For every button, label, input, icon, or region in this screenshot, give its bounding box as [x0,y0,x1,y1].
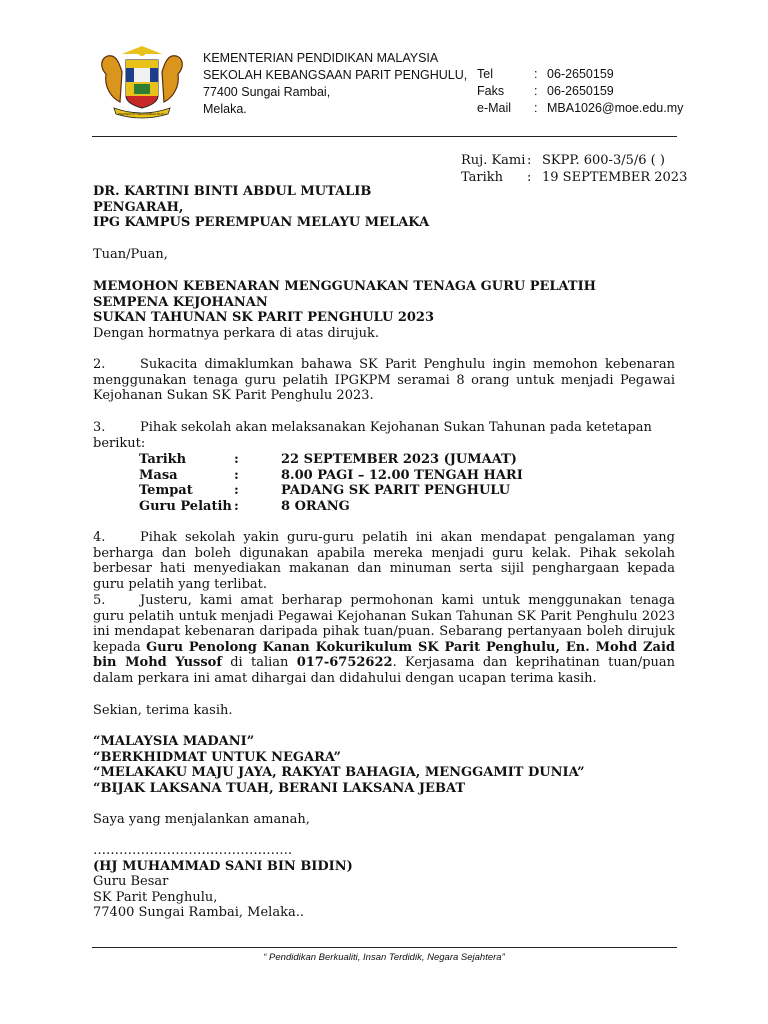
detail-value: 8.00 PAGI – 12.00 TENGAH HARI [281,467,523,483]
detail-label: Guru Pelatih [139,498,232,514]
paragraph-text: . Kerjasama dan keprihatinan tuan/puan dalam perkara ini amat dihargai dan didahului dengan ucapan terima kasih. [93,655,676,686]
date-sep: : [527,170,532,185]
opening-line: Dengan hormatnya perkara di atas dirujuk. [93,326,379,341]
recipient-org: IPG KAMPUS PEREMPUAN MELAYU MELAKA [93,215,430,230]
paragraph-3 [93,420,675,451]
contact-sep: : [534,101,538,115]
school-letterhead [203,50,467,118]
paragraph-number: 4. [93,530,106,545]
crest-motto-ribbon: BERSEKUTU BERTAMBAH MUTU [118,112,166,116]
reference-label: Ruj. Kami [461,153,526,168]
paragraph-number: 5. [93,593,106,608]
detail-value: PADANG SK PARIT PENGHULU [281,483,511,498]
contact-row-tel [477,66,683,83]
paragraph-text: Pihak sekolah yakin guru-guru pelatih ini akan mendapat pengalaman yang berharga dan boleh digunakan apabila mereka menjadi guru kelak. Pihak sekolah berbesar hati menyediakan makanan dan minuman serta sijil penghargaan kepada guru pelatih yang terlibat. [93,530,675,592]
detail-sep: : [234,467,239,483]
contact-row-email [477,100,683,117]
school-address-2: Melaka. [203,102,247,116]
signatory-school: SK Parit Penghulu, [93,889,218,905]
signature-dots: ………………………………………. [93,843,293,858]
contact-label: Tel [477,67,493,81]
paragraph-text: Sukacita dimaklumkan bahawa SK Parit Penghulu ingin memohon kebenaran menggunakan tenaga guru pelatih IPGKPM seramai 8 orang untuk menjadi Pegawai Kejohanan Sukan SK Parit Penghulu 2023. [93,357,675,403]
slogans [93,734,675,796]
detail-row [139,499,523,515]
reference-block [461,152,687,186]
detail-label: Tempat [139,483,193,498]
date-label: Tarikh [461,170,504,185]
malaysia-crest-icon [92,44,192,120]
contact-row-fax [477,83,683,100]
detail-row [139,483,523,499]
school-name: SEKOLAH KEBANGSAAN PARIT PENGHULU, [203,68,468,82]
contact-block [477,66,683,117]
reference-sep: : [527,153,532,168]
detail-value: 22 SEPTEMBER 2023 (JUMAAT) [281,452,517,467]
recipient-title: PENGARAH, [93,199,184,215]
paragraph-text: Justeru, kami amat berharap permohonan kami untuk menggunakan tenaga guru pelatih untuk menjadi Pegawai Kejohanan Sukan Tahunan SK Parit Penghulu 2023 ini mendapat kebenaran daripada pihak tuan/puan. Sebarang pertanyaan boleh dirujuk kepada [93,593,675,655]
paragraph-4 [93,530,675,592]
slogan: “MALAYSIA MADANI” [93,734,255,749]
paragraph-number: 2. [93,357,106,372]
contact-phone: 017-6752622 [296,655,393,670]
detail-row [139,452,523,468]
school-address-1: 77400 Sungai Rambai, [203,85,331,99]
letterhead-divider [92,136,677,137]
footer-motto: “ Pendidikan Berkualiti, Insan Terdidik, Negara Sejahtera” [263,952,505,963]
contact-label: e-Mail [477,101,512,115]
contact-value: MBA1026@moe.edu.my [547,101,684,115]
paragraph-2 [93,357,675,404]
reference-value: SKPP. 600-3/5/6 ( ) [542,153,665,168]
contact-person: Guru Penolong Kanan Kokurikulum SK Parit Penghulu, En. Mohd Zaid bin Mohd Yussof [93,639,675,670]
salutation: Tuan/Puan, [93,247,168,262]
contact-value: 06-2650159 [547,67,614,81]
date-value: 19 SEPTEMBER 2023 [542,170,688,185]
detail-sep: : [234,498,239,514]
contact-value: 06-2650159 [547,84,614,98]
reference-row [461,152,687,169]
paragraph-number: 3. [93,420,106,435]
paragraph-5 [93,593,675,686]
signatory-name: (HJ MUHAMMAD SANI BIN BIDIN) [93,858,353,874]
amanah-line: Saya yang menjalankan amanah, [93,812,310,827]
slogan: “BERKHIDMAT UNTUK NEGARA” [93,749,341,765]
footer-divider [92,947,677,948]
subject [93,279,675,326]
signatory-address: 77400 Sungai Rambai, Melaka.. [93,905,304,920]
paragraph-text: Pihak sekolah akan melaksanakan Kejohanan Sukan Tahunan pada ketetapan berikut: [93,420,652,451]
closing-line: Sekian, terima kasih. [93,703,233,718]
recipient-block [93,184,675,231]
subject-line-1: MEMOHON KEBENARAN MENGGUNAKAN TENAGA GURU PELATIH SEMPENA KEJOHANAN [93,279,596,310]
signature-block [93,843,675,921]
detail-row [139,468,523,484]
subject-line-2: SUKAN TAHUNAN SK PARIT PENGHULU 2023 [93,310,435,325]
slogan: “BIJAK LAKSANA TUAH, BERANI LAKSANA JEBAT [93,780,466,796]
contact-sep: : [534,84,538,98]
detail-sep: : [234,483,239,498]
detail-label: Tarikh [139,452,187,467]
ministry-name: KEMENTERIAN PENDIDIKAN MALAYSIA [203,51,439,65]
detail-sep: : [234,452,239,467]
contact-label: Faks [477,84,505,98]
signatory-position: Guru Besar [93,874,169,889]
slogan: “MELAKAKU MAJU JAYA, RAKYAT BAHAGIA, MENGGAMIT DUNIA” [93,765,585,780]
paragraph-text: di talian [221,655,297,670]
event-details [139,452,523,514]
contact-sep: : [534,67,538,81]
detail-label: Masa [139,467,178,483]
detail-value: 8 ORANG [281,498,350,514]
recipient-name: DR. KARTINI BINTI ABDUL MUTALIB [93,184,372,199]
